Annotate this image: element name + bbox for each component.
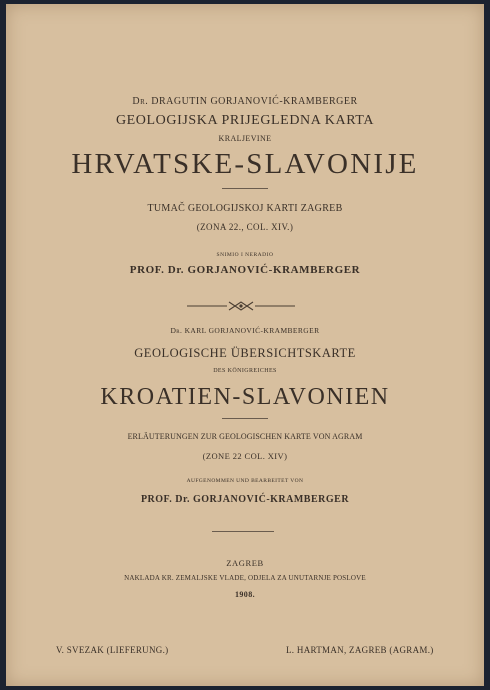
croatian-zone: (ZONA 22., COL. XIV.): [196, 222, 294, 232]
croatian-kingdom: KRALJEVINE: [218, 134, 272, 143]
german-author: Dr. KARL GORJANOVIĆ-KRAMBERGER: [170, 326, 320, 335]
croatian-subtitle: TUMAČ GEOLOGIJSKOJ KARTI ZAGREB: [147, 203, 343, 214]
croatian-country: HRVATSKE-SLAVONIJE: [71, 148, 419, 180]
german-zone: (ZONE 22 COL. XIV): [202, 451, 288, 461]
croatian-title-line: GEOLOGIJSKA PRIJEGLEDNA KARTA: [115, 113, 375, 128]
imprint-city: ZAGREB: [226, 558, 264, 568]
german-country: KROATIEN-SLAVONIEN: [100, 384, 390, 410]
german-kingdom: DES KÖNIGREICHES: [213, 368, 277, 374]
divider-line: [212, 531, 274, 532]
footer-right-printer: L. HARTMAN, ZAGREB (AGRAM.): [286, 645, 434, 655]
document-cover: [6, 4, 484, 686]
croatian-prof: PROF. Dr. GORJANOVIĆ-KRAMBERGER: [129, 264, 361, 276]
footer-left-volume: V. SVEZAK (LIEFERUNG.): [56, 645, 169, 655]
german-prof: PROF. Dr. GORJANOVIĆ-KRAMBERGER: [140, 494, 350, 505]
imprint-year: 1908.: [235, 590, 255, 599]
german-title-line: GEOLOGISCHE ÜBERSICHTSKARTE: [134, 346, 356, 360]
ornament-icon: [187, 300, 295, 312]
croatian-compiled-by: SNIMIO I NERADIO: [216, 252, 274, 258]
german-compiled-by: AUFGENOMMEN UND BEARBEITET VON: [186, 478, 304, 484]
divider-line: [222, 188, 268, 189]
german-subtitle: ERLÄUTERUNGEN ZUR GEOLOGISCHEN KARTE VON AGRAM: [127, 432, 363, 441]
imprint-publisher: NAKLADA KR. ZEMALJSKE VLADE, ODJELA ZA UNUTARNJE POSLOVE: [124, 574, 366, 582]
croatian-author: Dr. DRAGUTIN GORJANOVIĆ-KRAMBERGER: [132, 96, 358, 107]
divider-line: [222, 418, 268, 419]
